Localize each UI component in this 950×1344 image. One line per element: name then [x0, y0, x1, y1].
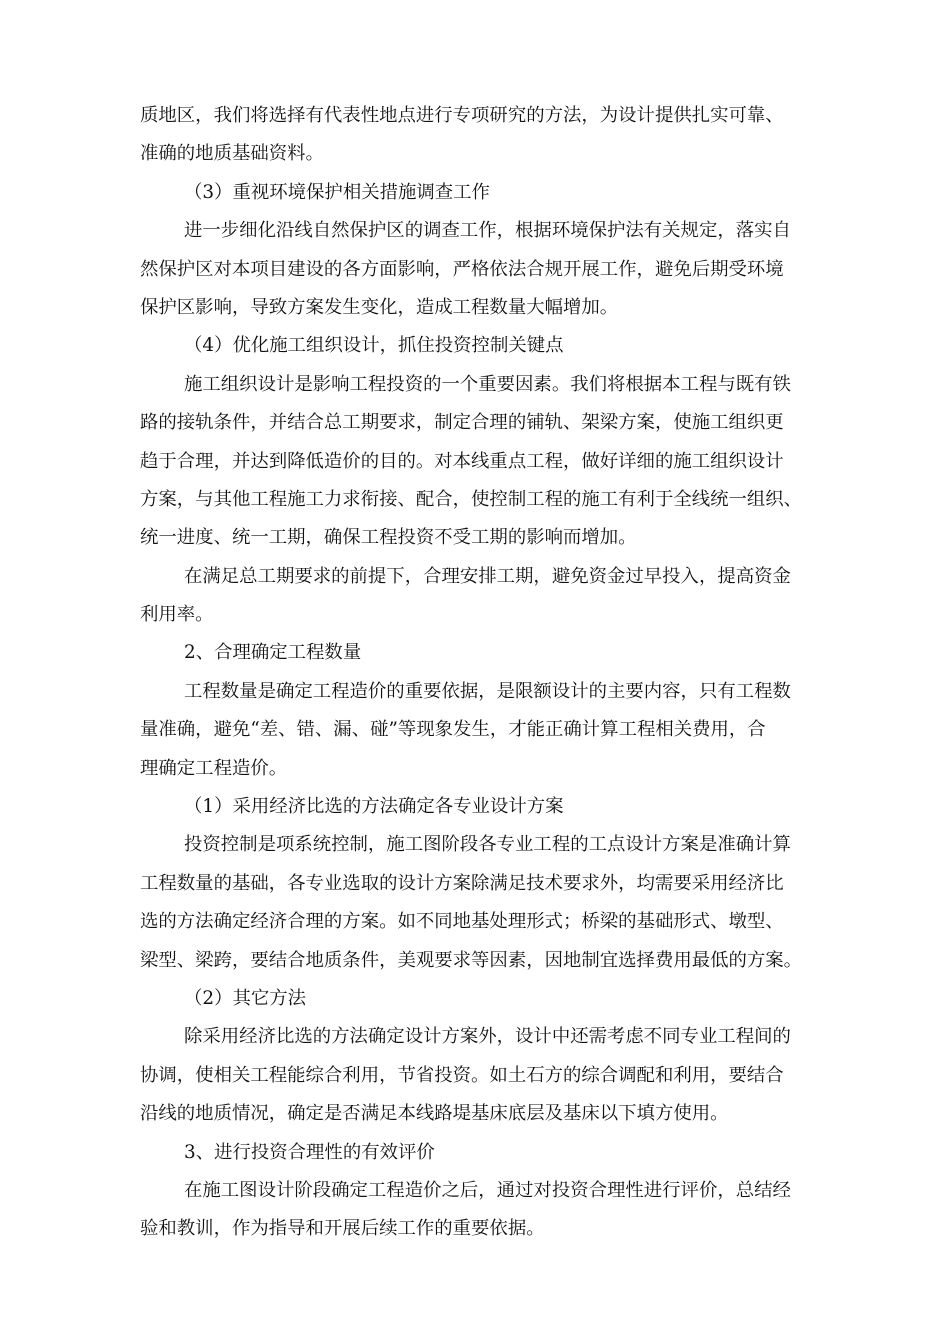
text-line: 投资控制是项系统控制，施工图阶段各专业工程的工点设计方案是准确计算 — [184, 834, 791, 856]
text-line: 验和教训，作为指导和开展后续工作的重要依据。 — [140, 1218, 545, 1240]
text-line: 然保护区对本项目建设的各方面影响，严格依法合规开展工作，避免后期受环境 — [140, 258, 784, 280]
text-line: 量准确，避免“差、错、漏、碰”等现象发生，才能正确计算工程相关费用，合 — [140, 719, 766, 741]
text-line: 准确的地质基础资料。 — [140, 143, 324, 165]
text-line: 工程数量的基础，各专业选取的设计方案除满足技术要求外，均需要采用经济比 — [140, 872, 784, 894]
text-line: 在施工图设计阶段确定工程造价之后，通过对投资合理性进行评价，总结经 — [184, 1179, 791, 1201]
text-line: 梁型、梁跨，要结合地质条件，美观要求等因素，因地制宜选择费用最低的方案。 — [140, 949, 803, 971]
text-line: 工程数量是确定工程造价的重要依据，是限额设计的主要内容，只有工程数 — [184, 680, 791, 702]
section-heading: 2、合理确定工程数量 — [184, 642, 362, 664]
text-line: 保护区影响，导致方案发生变化，造成工程数量大幅增加。 — [140, 296, 619, 318]
section-heading: （2）其它方法 — [184, 987, 307, 1009]
text-line: 趋于合理，并达到降低造价的目的。对本线重点工程，做好详细的施工组织设计 — [140, 450, 784, 472]
text-line: 质地区，我们将选择有代表性地点进行专项研究的方法，为设计提供扎实可靠、 — [140, 105, 784, 126]
text-line: 施工组织设计是影响工程投资的一个重要因素。我们将根据本工程与既有铁 — [184, 373, 791, 395]
text-line: 进一步细化沿线自然保护区的调查工作，根据环境保护法有关规定，落实自 — [184, 220, 791, 242]
text-line: 沿线的地质情况，确定是否满足本线路堤基床底层及基床以下填方使用。 — [140, 1103, 729, 1125]
section-heading: 3、进行投资合理性的有效评价 — [184, 1141, 435, 1163]
text-line: 协调，使相关工程能综合利用，节省投资。如土石方的综合调配和利用，要结合 — [140, 1064, 784, 1086]
text-line: 统一进度、统一工期，确保工程投资不受工期的影响而增加。 — [140, 527, 637, 549]
text-line: 除采用经济比选的方法确定设计方案外，设计中还需考虑不同专业工程间的 — [184, 1026, 791, 1048]
text-line: 理确定工程造价。 — [140, 757, 288, 779]
text-line: 选的方法确定经济合理的方案。如不同地基处理形式；桥梁的基础形式、墩型、 — [140, 911, 784, 933]
text-line: 路的接轨条件，并结合总工期要求，制定合理的铺轨、架梁方案，使施工组织更 — [140, 412, 784, 434]
section-heading: （1）采用经济比选的方法确定各专业设计方案 — [184, 796, 564, 818]
text-line: 利用率。 — [140, 604, 214, 626]
text-line: 方案，与其他工程施工力求衔接、配合，使控制工程的施工有利于全线统一组织、 — [140, 488, 803, 510]
section-heading: （4）优化施工组织设计，抓住投资控制关键点 — [184, 335, 564, 357]
text-line: 在满足总工期要求的前提下，合理安排工期，避免资金过早投入，提高资金 — [184, 565, 791, 587]
section-heading: （3）重视环境保护相关措施调查工作 — [184, 181, 490, 203]
document-body — [140, 97, 812, 1249]
